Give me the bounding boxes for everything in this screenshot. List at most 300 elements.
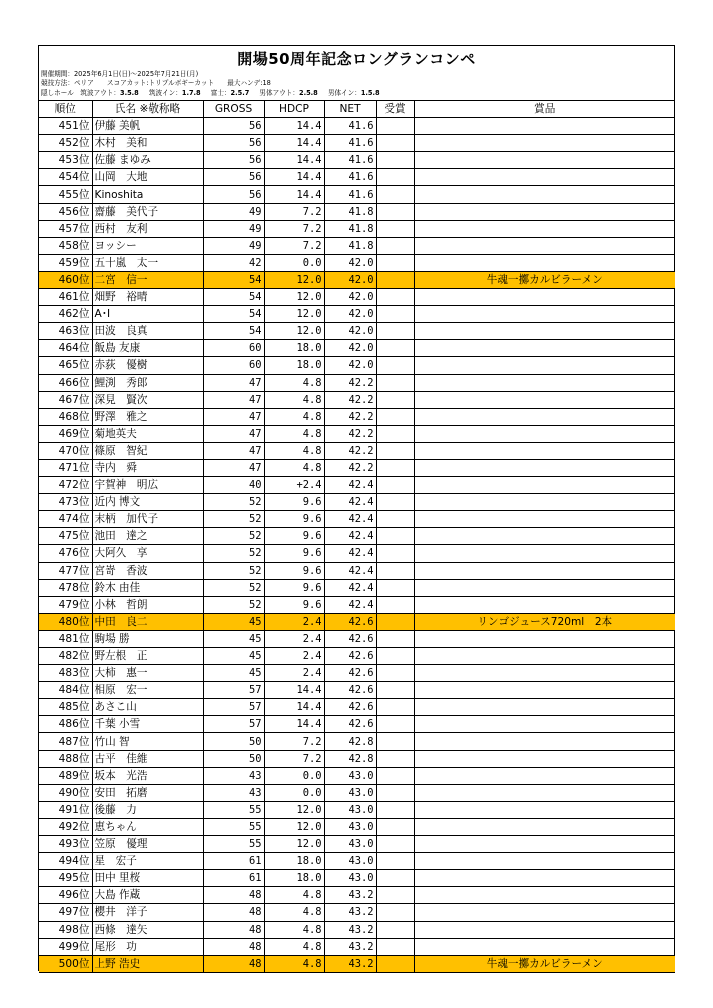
name-cell: 千葉 小雪: [92, 716, 203, 733]
name-cell: 西條 達矢: [92, 921, 203, 938]
table-row: [39, 853, 675, 870]
gross-cell: 43: [203, 784, 264, 801]
hdcp-cell: 7.2: [264, 220, 324, 237]
prize-cell: [414, 323, 675, 340]
gross-cell: 52: [203, 545, 264, 562]
hdcp-cell: 14.4: [264, 716, 324, 733]
hdcp-cell: 7.2: [264, 237, 324, 254]
col-rank-header: 順位: [39, 101, 92, 118]
received-cell: [376, 767, 414, 784]
name-cell: 野左根 正: [92, 648, 203, 665]
prize-cell: [414, 254, 675, 271]
name-cell: 相原 宏一: [92, 682, 203, 699]
name-cell: 近内 博文: [92, 494, 203, 511]
gross-cell: 48: [203, 887, 264, 904]
received-cell: [376, 955, 414, 972]
table-row: [39, 904, 675, 921]
net-cell: 42.2: [324, 391, 376, 408]
name-cell: ヨッシー: [92, 237, 203, 254]
gross-cell: 54: [203, 289, 264, 306]
prize-cell: [414, 716, 675, 733]
gross-cell: 56: [203, 186, 264, 203]
gross-cell: 52: [203, 596, 264, 613]
hdcp-cell: 18.0: [264, 340, 324, 357]
net-cell: 42.4: [324, 511, 376, 528]
rank-cell: 476位: [39, 545, 92, 562]
hdcp-cell: 18.0: [264, 357, 324, 374]
received-cell: [376, 323, 414, 340]
prize-cell: [414, 853, 675, 870]
name-cell: 安田 拓磨: [92, 784, 203, 801]
received-cell: [376, 340, 414, 357]
net-cell: 43.0: [324, 784, 376, 801]
table-row: [39, 733, 675, 750]
hidden-holes: [41, 89, 388, 97]
net-cell: 42.6: [324, 716, 376, 733]
hdcp-cell: 14.4: [264, 682, 324, 699]
received-cell: [376, 306, 414, 323]
table-row: [39, 648, 675, 665]
received-cell: [376, 271, 414, 288]
net-cell: 43.0: [324, 818, 376, 835]
received-cell: [376, 665, 414, 682]
hdcp-cell: 9.6: [264, 596, 324, 613]
table-row: [39, 391, 675, 408]
table-row: [39, 870, 675, 887]
hdcp-cell: +2.4: [264, 477, 324, 494]
prize-cell: [414, 750, 675, 767]
net-cell: 42.0: [324, 357, 376, 374]
received-cell: [376, 750, 414, 767]
rank-cell: 457位: [39, 220, 92, 237]
period-text: 開催期間：2025年6月1日(日)〜2025年7月21日(月): [41, 70, 199, 78]
received-cell: [376, 699, 414, 716]
net-cell: 43.2: [324, 887, 376, 904]
rank-cell: 500位: [39, 955, 92, 972]
name-cell: 深見 賢次: [92, 391, 203, 408]
rank-cell: 463位: [39, 323, 92, 340]
rank-cell: 451位: [39, 118, 92, 135]
prize-cell: [414, 152, 675, 169]
table-row: [39, 545, 675, 562]
results-table: [39, 100, 675, 973]
gross-cell: 49: [203, 203, 264, 220]
prize-cell: [414, 306, 675, 323]
name-cell: 中田 良二: [92, 613, 203, 630]
method-text: 競技方法：ペリア スコアカット:トリプルボギーカット 最大ハンデ:18: [41, 79, 271, 87]
gross-cell: 52: [203, 494, 264, 511]
hdcp-cell: 0.0: [264, 784, 324, 801]
hdcp-cell: 9.6: [264, 494, 324, 511]
net-cell: 42.4: [324, 545, 376, 562]
hdcp-cell: 0.0: [264, 254, 324, 271]
table-header-row: [39, 101, 675, 118]
rank-cell: 499位: [39, 938, 92, 955]
prize-cell: [414, 357, 675, 374]
table-row: [39, 784, 675, 801]
prize-cell: [414, 836, 675, 853]
prize-cell: [414, 767, 675, 784]
hdcp-cell: 12.0: [264, 271, 324, 288]
hdcp-cell: 4.8: [264, 408, 324, 425]
net-cell: 42.0: [324, 271, 376, 288]
hidden-hole-item: 富士：2.5.7: [210, 89, 250, 97]
received-cell: [376, 511, 414, 528]
net-cell: 43.0: [324, 870, 376, 887]
name-cell: 櫻井 洋子: [92, 904, 203, 921]
net-cell: 42.4: [324, 596, 376, 613]
prize-cell: [414, 135, 675, 152]
hdcp-cell: 14.4: [264, 699, 324, 716]
rank-cell: 459位: [39, 254, 92, 271]
name-cell: 菊地英夫: [92, 425, 203, 442]
name-cell: 小林 哲朗: [92, 596, 203, 613]
gross-cell: 61: [203, 853, 264, 870]
rank-cell: 486位: [39, 716, 92, 733]
hidden-hole-item: 男体アウト：2.5.8: [259, 89, 318, 97]
hdcp-cell: 14.4: [264, 186, 324, 203]
hdcp-cell: 14.4: [264, 169, 324, 186]
rank-cell: 477位: [39, 562, 92, 579]
gross-cell: 60: [203, 340, 264, 357]
prize-cell: [414, 938, 675, 955]
received-cell: [376, 169, 414, 186]
hdcp-cell: 4.8: [264, 921, 324, 938]
name-cell: 大柿 惠一: [92, 665, 203, 682]
received-cell: [376, 596, 414, 613]
name-cell: 大島 作蔵: [92, 887, 203, 904]
table-row: [39, 254, 675, 271]
table-row: [39, 528, 675, 545]
table-row: [39, 237, 675, 254]
rank-cell: 489位: [39, 767, 92, 784]
net-cell: 42.6: [324, 648, 376, 665]
table-row: [39, 425, 675, 442]
table-row: [39, 306, 675, 323]
prize-cell: [414, 425, 675, 442]
rank-cell: 492位: [39, 818, 92, 835]
hidden-hole-item: 隠しホール 筑波アウト：3.5.8: [41, 89, 139, 97]
table-row: [39, 135, 675, 152]
net-cell: 41.6: [324, 118, 376, 135]
prize-cell: [414, 579, 675, 596]
prize-cell: [414, 340, 675, 357]
hidden-hole-item: 筑波イン：1.7.8: [148, 89, 201, 97]
hdcp-cell: 12.0: [264, 818, 324, 835]
hdcp-cell: 9.6: [264, 562, 324, 579]
rank-cell: 482位: [39, 648, 92, 665]
table-row: [39, 579, 675, 596]
received-cell: [376, 442, 414, 459]
table-row: [39, 340, 675, 357]
table-row: [39, 186, 675, 203]
net-cell: 42.0: [324, 340, 376, 357]
table-row: [39, 596, 675, 613]
prize-cell: 牛魂一擲カルビラーメン: [414, 955, 675, 972]
name-cell: 二宮 信一: [92, 271, 203, 288]
name-cell: 畑野 裕晴: [92, 289, 203, 306]
received-cell: [376, 391, 414, 408]
gross-cell: 48: [203, 904, 264, 921]
prize-cell: [414, 528, 675, 545]
rank-cell: 469位: [39, 425, 92, 442]
name-cell: 池田 達之: [92, 528, 203, 545]
hdcp-cell: 4.8: [264, 425, 324, 442]
net-cell: 43.2: [324, 955, 376, 972]
received-cell: [376, 853, 414, 870]
rank-cell: 495位: [39, 870, 92, 887]
gross-cell: 55: [203, 818, 264, 835]
name-cell: 赤荻 優樹: [92, 357, 203, 374]
hdcp-cell: 12.0: [264, 289, 324, 306]
gross-cell: 47: [203, 425, 264, 442]
name-cell: 大阿久 享: [92, 545, 203, 562]
received-cell: [376, 408, 414, 425]
received-cell: [376, 152, 414, 169]
prize-cell: [414, 391, 675, 408]
net-cell: 42.6: [324, 699, 376, 716]
name-cell: 飯島 友康: [92, 340, 203, 357]
net-cell: 42.2: [324, 459, 376, 476]
gross-cell: 57: [203, 699, 264, 716]
received-cell: [376, 716, 414, 733]
prize-cell: [414, 289, 675, 306]
net-cell: 42.0: [324, 306, 376, 323]
table-row: [39, 323, 675, 340]
hdcp-cell: 12.0: [264, 323, 324, 340]
net-cell: 42.6: [324, 613, 376, 630]
table-row: [39, 630, 675, 647]
name-cell: 竹山 智: [92, 733, 203, 750]
gross-cell: 45: [203, 613, 264, 630]
hdcp-cell: 9.6: [264, 545, 324, 562]
hdcp-cell: 4.8: [264, 459, 324, 476]
gross-cell: 43: [203, 767, 264, 784]
received-cell: [376, 237, 414, 254]
net-cell: 41.8: [324, 220, 376, 237]
hdcp-cell: 9.6: [264, 579, 324, 596]
gross-cell: 49: [203, 237, 264, 254]
name-cell: 坂本 光浩: [92, 767, 203, 784]
table-row: [39, 442, 675, 459]
name-cell: 齋藤 美代子: [92, 203, 203, 220]
table-row: [39, 494, 675, 511]
table-row: [39, 699, 675, 716]
hidden-hole-item: 男体イン：1.5.8: [327, 89, 380, 97]
gross-cell: 55: [203, 836, 264, 853]
prize-cell: 牛魂一擲カルビラーメン: [414, 271, 675, 288]
table-row: [39, 203, 675, 220]
col-net-header: NET: [324, 101, 376, 118]
prize-cell: [414, 442, 675, 459]
name-cell: 山岡 大地: [92, 169, 203, 186]
hdcp-cell: 2.4: [264, 613, 324, 630]
name-cell: 宇賀神 明広: [92, 477, 203, 494]
name-cell: 野澤 雅之: [92, 408, 203, 425]
rank-cell: 494位: [39, 853, 92, 870]
net-cell: 41.8: [324, 203, 376, 220]
rank-cell: 483位: [39, 665, 92, 682]
hdcp-cell: 2.4: [264, 648, 324, 665]
prize-cell: [414, 562, 675, 579]
table-row: [39, 220, 675, 237]
prize-cell: リンゴジュース720ml 2本: [414, 613, 675, 630]
table-row: [39, 938, 675, 955]
table-row: [39, 665, 675, 682]
gross-cell: 57: [203, 682, 264, 699]
prize-cell: [414, 203, 675, 220]
net-cell: 41.6: [324, 152, 376, 169]
hdcp-cell: 14.4: [264, 152, 324, 169]
table-row: [39, 801, 675, 818]
hdcp-cell: 7.2: [264, 750, 324, 767]
gross-cell: 56: [203, 118, 264, 135]
col-hdcp-header: HDCP: [264, 101, 324, 118]
prize-cell: [414, 682, 675, 699]
prize-cell: [414, 459, 675, 476]
gross-cell: 48: [203, 938, 264, 955]
net-cell: 41.6: [324, 135, 376, 152]
rank-cell: 466位: [39, 374, 92, 391]
received-cell: [376, 579, 414, 596]
results-sheet: [38, 45, 675, 971]
net-cell: 41.6: [324, 186, 376, 203]
net-cell: 42.4: [324, 477, 376, 494]
prize-cell: [414, 784, 675, 801]
hdcp-cell: 0.0: [264, 767, 324, 784]
table-row: [39, 818, 675, 835]
hdcp-cell: 12.0: [264, 836, 324, 853]
net-cell: 42.8: [324, 750, 376, 767]
name-cell: 笠原 優理: [92, 836, 203, 853]
table-row: [39, 152, 675, 169]
table-row: [39, 613, 675, 630]
hdcp-cell: 14.4: [264, 118, 324, 135]
col-gross-header: GROSS: [203, 101, 264, 118]
received-cell: [376, 186, 414, 203]
received-cell: [376, 904, 414, 921]
received-cell: [376, 374, 414, 391]
hdcp-cell: 4.8: [264, 938, 324, 955]
table-row: [39, 955, 675, 972]
received-cell: [376, 938, 414, 955]
gross-cell: 61: [203, 870, 264, 887]
prize-cell: [414, 596, 675, 613]
gross-cell: 47: [203, 374, 264, 391]
gross-cell: 54: [203, 306, 264, 323]
received-cell: [376, 784, 414, 801]
gross-cell: 47: [203, 408, 264, 425]
received-cell: [376, 135, 414, 152]
rank-cell: 465位: [39, 357, 92, 374]
net-cell: 42.2: [324, 425, 376, 442]
name-cell: あさこ山: [92, 699, 203, 716]
received-cell: [376, 220, 414, 237]
rank-cell: 453位: [39, 152, 92, 169]
prize-cell: [414, 801, 675, 818]
gross-cell: 40: [203, 477, 264, 494]
name-cell: 五十嵐 太一: [92, 254, 203, 271]
net-cell: 43.0: [324, 853, 376, 870]
rank-cell: 479位: [39, 596, 92, 613]
received-cell: [376, 630, 414, 647]
net-cell: 42.4: [324, 494, 376, 511]
prize-cell: [414, 904, 675, 921]
gross-cell: 50: [203, 733, 264, 750]
received-cell: [376, 648, 414, 665]
rank-cell: 496位: [39, 887, 92, 904]
gross-cell: 47: [203, 391, 264, 408]
name-cell: 鯉渕 秀郎: [92, 374, 203, 391]
received-cell: [376, 545, 414, 562]
received-cell: [376, 477, 414, 494]
gross-cell: 56: [203, 169, 264, 186]
gross-cell: 48: [203, 921, 264, 938]
rank-cell: 491位: [39, 801, 92, 818]
rank-cell: 462位: [39, 306, 92, 323]
name-cell: 木村 美和: [92, 135, 203, 152]
hdcp-cell: 9.6: [264, 511, 324, 528]
name-cell: 伊藤 美帆: [92, 118, 203, 135]
gross-cell: 55: [203, 801, 264, 818]
rank-cell: 460位: [39, 271, 92, 288]
prize-cell: [414, 733, 675, 750]
net-cell: 42.6: [324, 682, 376, 699]
name-cell: 尾形 功: [92, 938, 203, 955]
hdcp-cell: 2.4: [264, 665, 324, 682]
hdcp-cell: 7.2: [264, 733, 324, 750]
table-row: [39, 682, 675, 699]
rank-cell: 470位: [39, 442, 92, 459]
table-row: [39, 477, 675, 494]
col-received-header: 受賞: [376, 101, 414, 118]
gross-cell: 48: [203, 955, 264, 972]
prize-cell: [414, 477, 675, 494]
table-row: [39, 459, 675, 476]
rank-cell: 473位: [39, 494, 92, 511]
prize-cell: [414, 118, 675, 135]
hdcp-cell: 4.8: [264, 955, 324, 972]
gross-cell: 47: [203, 459, 264, 476]
received-cell: [376, 801, 414, 818]
name-cell: 恵ちゃん: [92, 818, 203, 835]
name-cell: 宮嵜 香波: [92, 562, 203, 579]
net-cell: 42.6: [324, 630, 376, 647]
gross-cell: 49: [203, 220, 264, 237]
prize-cell: [414, 887, 675, 904]
net-cell: 42.8: [324, 733, 376, 750]
table-row: [39, 716, 675, 733]
net-cell: 42.2: [324, 408, 376, 425]
received-cell: [376, 289, 414, 306]
hdcp-cell: 9.6: [264, 528, 324, 545]
received-cell: [376, 254, 414, 271]
net-cell: 43.0: [324, 767, 376, 784]
name-cell: 西村 友利: [92, 220, 203, 237]
received-cell: [376, 562, 414, 579]
hdcp-cell: 4.8: [264, 442, 324, 459]
name-cell: Kinoshita: [92, 186, 203, 203]
gross-cell: 45: [203, 665, 264, 682]
hdcp-cell: 7.2: [264, 203, 324, 220]
received-cell: [376, 836, 414, 853]
name-cell: 鈴木 由佳: [92, 579, 203, 596]
received-cell: [376, 357, 414, 374]
table-row: [39, 767, 675, 784]
table-body: [39, 118, 675, 973]
rank-cell: 493位: [39, 836, 92, 853]
net-cell: 42.6: [324, 665, 376, 682]
